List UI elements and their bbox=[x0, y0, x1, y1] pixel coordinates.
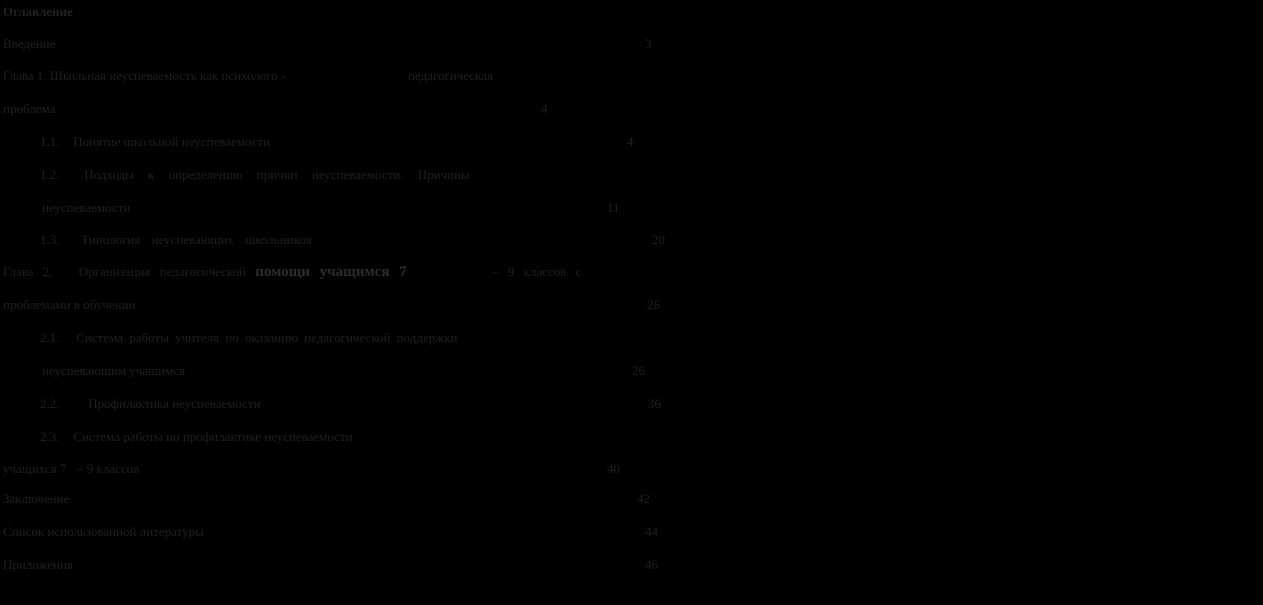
entry-text-continued: – 9 классов с bbox=[492, 264, 582, 279]
entry-text: неуспевающим учащимся bbox=[42, 363, 186, 378]
entry-text: Заключение bbox=[3, 491, 70, 506]
toc-entry-conclusion[interactable] bbox=[0, 491, 1263, 511]
page-number: 4 bbox=[627, 134, 634, 149]
entry-text: Глава 2. bbox=[3, 264, 53, 279]
toc-entry-2-1[interactable] bbox=[0, 330, 1263, 350]
entry-text: Понятие школьной неуспеваемости bbox=[73, 134, 271, 149]
entry-text: Подходы к определению причин неуспеваемости. Причины bbox=[84, 167, 470, 182]
toc-entry-1-1[interactable] bbox=[0, 134, 1263, 154]
entry-text-continued: – 9 классов bbox=[77, 461, 140, 476]
page-number: 44 bbox=[645, 524, 658, 539]
entry-text: Список использованной литературы bbox=[3, 524, 204, 539]
toc-entry-chapter2[interactable] bbox=[0, 264, 1263, 284]
entry-text: Глава 1. Школьная неуспеваемость как психолого - bbox=[3, 68, 286, 83]
entry-text: Профилактика неуспеваемости bbox=[88, 396, 261, 411]
toc-entry-1-3[interactable] bbox=[0, 232, 1263, 252]
entry-number: 2.1. bbox=[40, 330, 60, 345]
page-number: 40 bbox=[607, 461, 620, 476]
entry-text: Система работы по профилактике неуспеваемости bbox=[73, 429, 353, 444]
toc-entry-1-2[interactable] bbox=[0, 167, 1263, 187]
toc-entry-appendices[interactable] bbox=[0, 557, 1263, 577]
toc-entry-chapter1-cont[interactable] bbox=[0, 101, 1263, 121]
entry-text: проблемами в обучении bbox=[3, 297, 136, 312]
toc-entry-2-3-cont[interactable] bbox=[0, 461, 1263, 481]
toc-entry-introduction[interactable] bbox=[0, 36, 1263, 56]
entry-number: 1.3. bbox=[40, 232, 60, 247]
page-number: 42 bbox=[637, 491, 650, 506]
page-number: 20 bbox=[652, 232, 665, 247]
toc-entry-bibliography[interactable] bbox=[0, 524, 1263, 544]
toc-entry-chapter2-cont[interactable] bbox=[0, 297, 1263, 317]
toc-entry-2-1-cont[interactable] bbox=[0, 363, 1263, 383]
page-number: 26 bbox=[647, 297, 660, 312]
entry-text-mid: Организация педагогической bbox=[78, 264, 247, 279]
entry-number: 1.1. bbox=[40, 134, 60, 149]
entry-text: проблема bbox=[3, 101, 56, 116]
entry-text-continued: педагогическая bbox=[408, 68, 494, 83]
page-number: 3 bbox=[645, 36, 652, 51]
toc-entry-2-2[interactable] bbox=[0, 396, 1263, 416]
entry-text: Типология неуспевающих школьников bbox=[81, 232, 312, 247]
entry-number: 2.2. bbox=[40, 396, 60, 411]
toc-title: Оглавление bbox=[3, 4, 73, 19]
toc-title-row bbox=[0, 4, 1263, 24]
entry-number: 2.3. bbox=[40, 429, 60, 444]
toc-entry-1-2-cont[interactable] bbox=[0, 200, 1263, 220]
entry-text: Приложения bbox=[3, 557, 73, 572]
entry-text: учащихся 7 bbox=[3, 461, 67, 476]
entry-text: Система работы учителя по оказанию педагогической поддержки bbox=[76, 330, 458, 345]
page-number: 46 bbox=[645, 557, 658, 572]
page-number: 4 bbox=[541, 101, 548, 116]
page-number: 26 bbox=[632, 363, 645, 378]
entry-text: Введение bbox=[3, 36, 56, 51]
toc-entry-2-3[interactable] bbox=[0, 429, 1263, 449]
entry-number: 1.2. bbox=[40, 167, 60, 182]
page-number: 11 bbox=[607, 200, 620, 215]
entry-text-bold: помощи учащимся 7 bbox=[255, 264, 407, 280]
page-number: 36 bbox=[648, 396, 661, 411]
toc-entry-chapter1[interactable] bbox=[0, 68, 1263, 88]
entry-text: неуспеваемости bbox=[42, 200, 131, 215]
